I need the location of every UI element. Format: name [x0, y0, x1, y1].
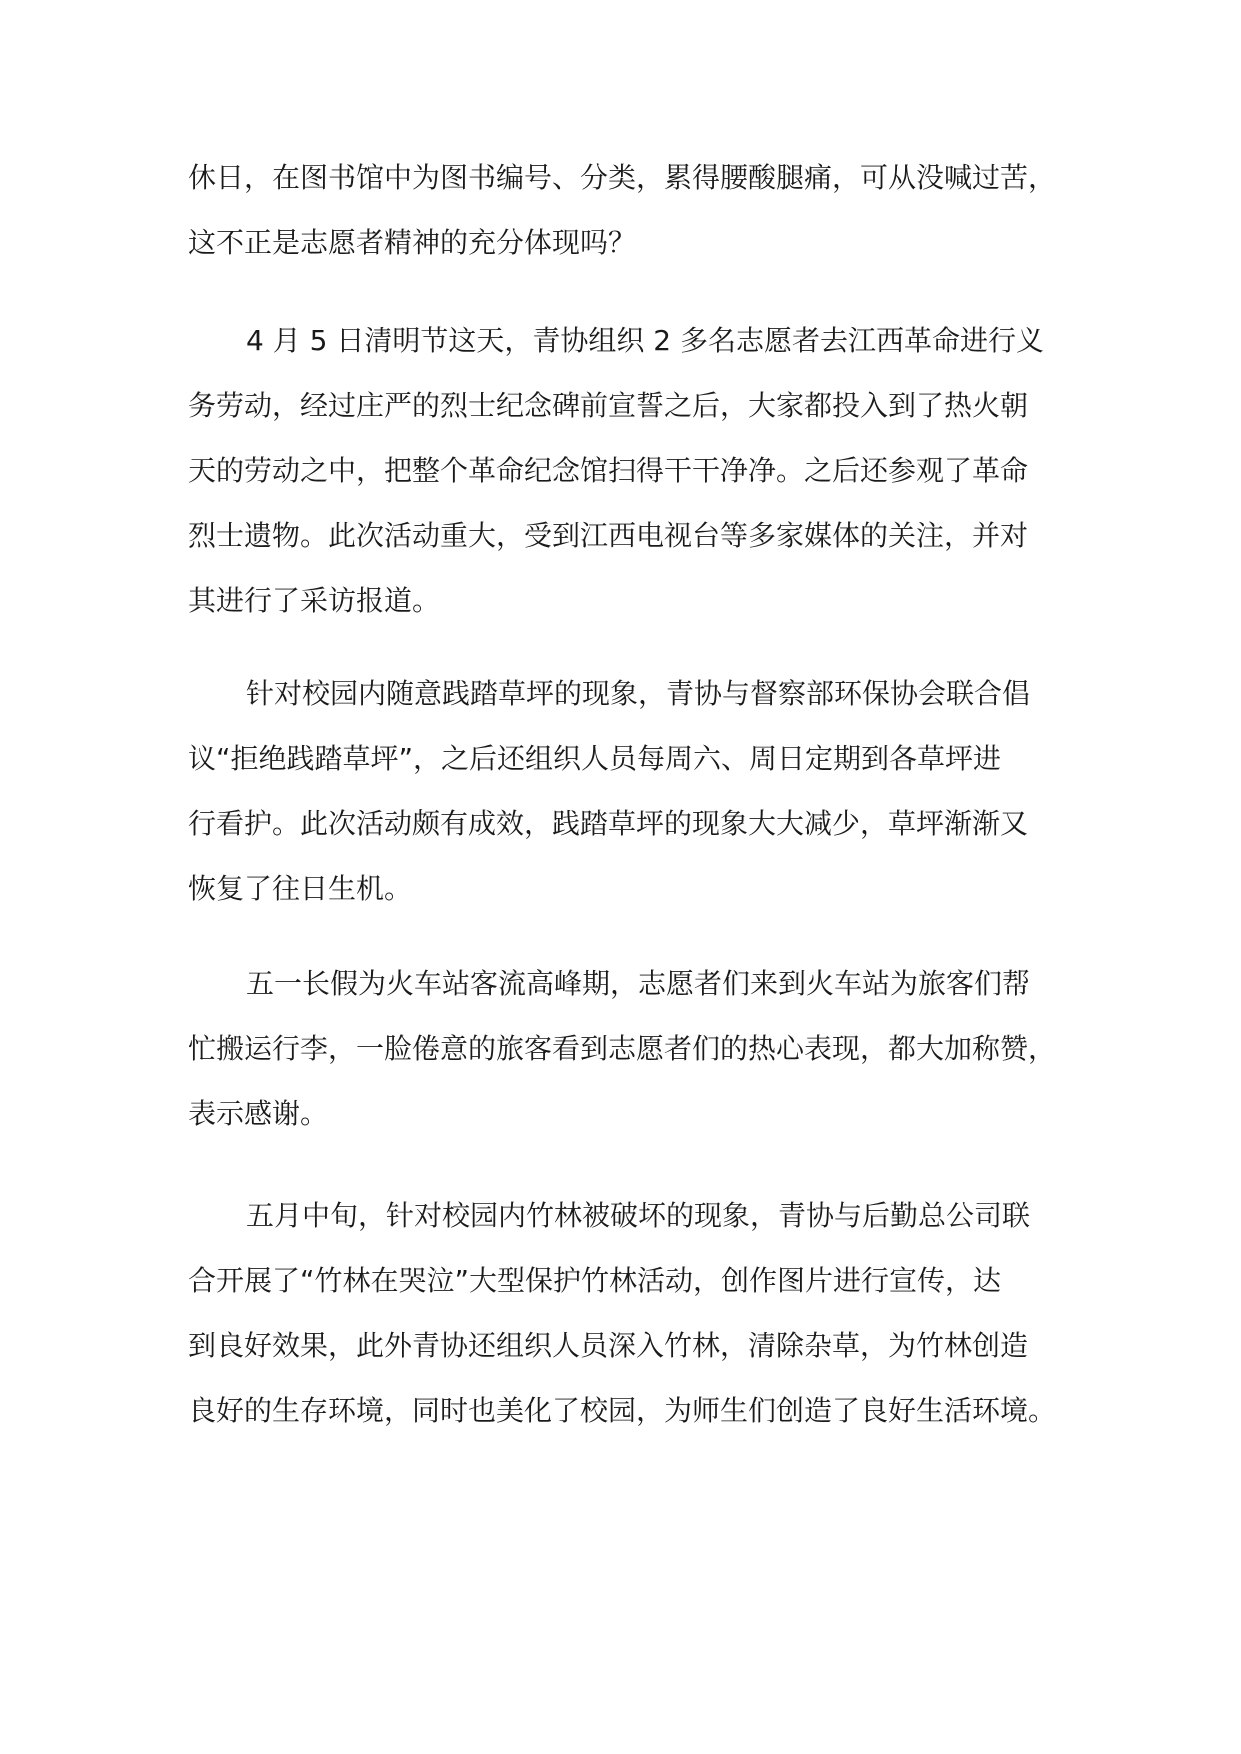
text-line: 五月中旬，针对校园内竹林被破坏的现象，青协与后勤总公司联 [246, 1199, 1031, 1232]
text-line: 其进行了采访报道。 [188, 584, 441, 617]
paragraph-train-station [188, 951, 1068, 1146]
text-line: 烈士遗物。此次活动重大，受到江西电视台等多家媒体的关注，并对 [188, 519, 1029, 552]
text-line: 休日，在图书馆中为图书编号、分类，累得腰酸腿痛，可从没喊过苦， [188, 161, 1057, 194]
text-line: 针对校园内随意践踏草坪的现象，青协与督察部环保协会联合倡 [246, 677, 1031, 710]
text-line: 议“拒绝践踏草坪”，之后还组织人员每周六、周日定期到各草坪进 [188, 742, 1002, 775]
text-line: 五一长假为火车站客流高峰期，志愿者们来到火车站为旅客们帮 [246, 967, 1031, 1000]
text-line: 天的劳动之中，把整个革命纪念馆扫得干干净净。之后还参观了革命 [188, 454, 1029, 487]
text-line: 到良好效果，此外青协还组织人员深入竹林，清除杂草，为竹林创造 [188, 1329, 1029, 1362]
text-line: 行看护。此次活动颇有成效，践踏草坪的现象大大减少，草坪渐渐又 [188, 807, 1029, 840]
text-line: 4 月 5 日清明节这天，青协组织 2 多名志愿者去江西革命进行义 [246, 324, 1044, 357]
paragraph-bamboo-forest [188, 1183, 1068, 1443]
paragraph-library-volunteering [188, 145, 1068, 275]
text-line: 恢复了往日生机。 [188, 872, 413, 905]
text-line: 务劳动，经过庄严的烈士纪念碑前宣誓之后，大家都投入到了热火朝 [188, 389, 1029, 422]
text-line: 合开展了“竹林在哭泣”大型保护竹林活动，创作图片进行宣传，达 [188, 1264, 1002, 1297]
text-line: 忙搬运行李，一脸倦意的旅客看到志愿者们的热心表现，都大加称赞， [188, 1032, 1057, 1065]
paragraph-qingming-labor [188, 308, 1068, 633]
text-line: 这不正是志愿者精神的充分体现吗？ [188, 226, 637, 259]
paragraph-lawn-protection [188, 661, 1068, 921]
text-line: 表示感谢。 [188, 1097, 329, 1130]
text-line: 良好的生存环境，同时也美化了校园，为师生们创造了良好生活环境。 [188, 1394, 1057, 1427]
